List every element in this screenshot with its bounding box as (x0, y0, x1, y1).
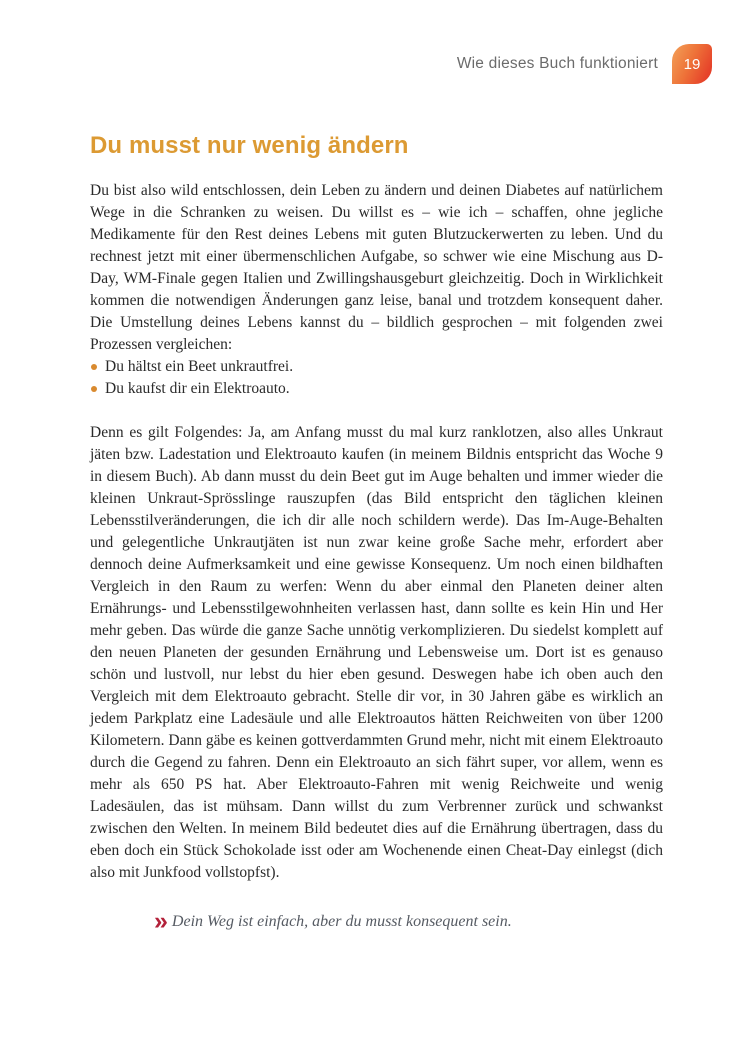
list-item-text: Du hältst ein Beet unkrautfrei. (105, 358, 294, 375)
list-item-text: Du kaufst dir ein Elektroauto. (105, 380, 290, 397)
body-paragraph-2: Denn es gilt Folgendes: Ja, am Anfang musst du mal kurz ranklotzen, also alles Unkraut jäten bzw. Ladestation und Elektroauto kaufen (in meinem Bildnis entspricht das Woche 9 in diesem Buch). Ab dann musst du dein Beet gut im Auge behalten und immer wieder die kleinen Unkraut-Sprösslinge rauszupfen (das Bild entspricht den täglichen kleinen Lebensstilveränderungen, die ich dir alle noch schildern werde). Das Im-Auge-Behalten und gelegentliche Unkrautjäten ist nun zwar keine große Sache mehr, erfordert aber dennoch deine Aufmerksamkeit und eine gewisse Konsequenz. Um noch einen bildhaften Vergleich in den Raum zu werfen: Wenn du aber einmal den Planeten deiner alten Ernährungs- und Lebensstilgewohnheiten verlassen hast, dann sollte es kein Hin und Her mehr geben. Das würde die ganze Sache unnötig verkomplizieren. Du siedelst komplett auf den neuen Planeten der gesunden Ernährung und Lebensweise um. Dort ist es genauso schön und lustvoll, nur lebst du hier eben gesund. Deswegen habe ich oben auch den Vergleich mit dem Elektroauto gebracht. Stelle dir vor, in 30 Jahren gäbe es wirklich an jedem Parkplatz eine Ladesäule und alle Elektroautos hätten Reichweiten von über 1200 Kilometern. Dann gäbe es keinen gottverdammten Grund mehr, nicht mit einem Elektroauto durch die Gegend zu fahren. Denn ein Elektroauto an sich fährt super, vor allem, wenn es mehr als 650 PS hat. Aber Elektroauto-Fahren mit wenig Reichweite und wenig Ladesäulen, das ist mühsam. Dann willst du zum Verbrenner zurück und schwankst zwischen den Welten. In meinem Bild bedeutet dies auf die Ernährung übertragen, dass du eben doch ein Stück Schokolade isst oder am Wochenende einen Cheat-Day einlegst (dich also mit Junkfood vollstopfst). (90, 424, 663, 881)
running-header-title: Wie dieses Buch funktioniert (456, 55, 658, 72)
running-header (0, 44, 752, 84)
bullet-dot-icon (91, 364, 97, 370)
body-paragraph-1: Du bist also wild entschlossen, dein Leben zu ändern und deinen Diabetes auf natürlichem Wege in die Schranken zu weisen. Du willst es – wie ich – schaffen, ohne jegliche Medikamente für den Rest deines Lebens mit guten Blutzuckerwerten zu leben. Und du rechnest jetzt mit einer übermenschlichen Aufgabe, so schwer wie eine Mischung aus D-Day, WM-Finale gegen Italien und Zwillingshausgeburt gleichzeitig. Doch in Wirklichkeit kommen die notwendigen Änderungen ganz leise, banal und trotzdem konsequent daher. Die Umstellung deines Lebens kannst du – bildlich gesprochen – mit folgenden zwei Prozessen vergleichen: (90, 182, 663, 353)
bullet-list (90, 356, 663, 400)
pull-quote (154, 907, 663, 935)
bullet-dot-icon (91, 386, 97, 392)
section-heading: Du musst nur wenig ändern (90, 132, 409, 159)
list-item (90, 356, 663, 378)
double-chevron-icon: » (154, 907, 166, 935)
pull-quote-text: Dein Weg ist einfach, aber du musst konsequent sein. (171, 913, 512, 930)
book-page (0, 44, 752, 1064)
list-item (90, 378, 663, 400)
page-number-badge: 19 (672, 44, 712, 84)
page-content (0, 131, 752, 933)
